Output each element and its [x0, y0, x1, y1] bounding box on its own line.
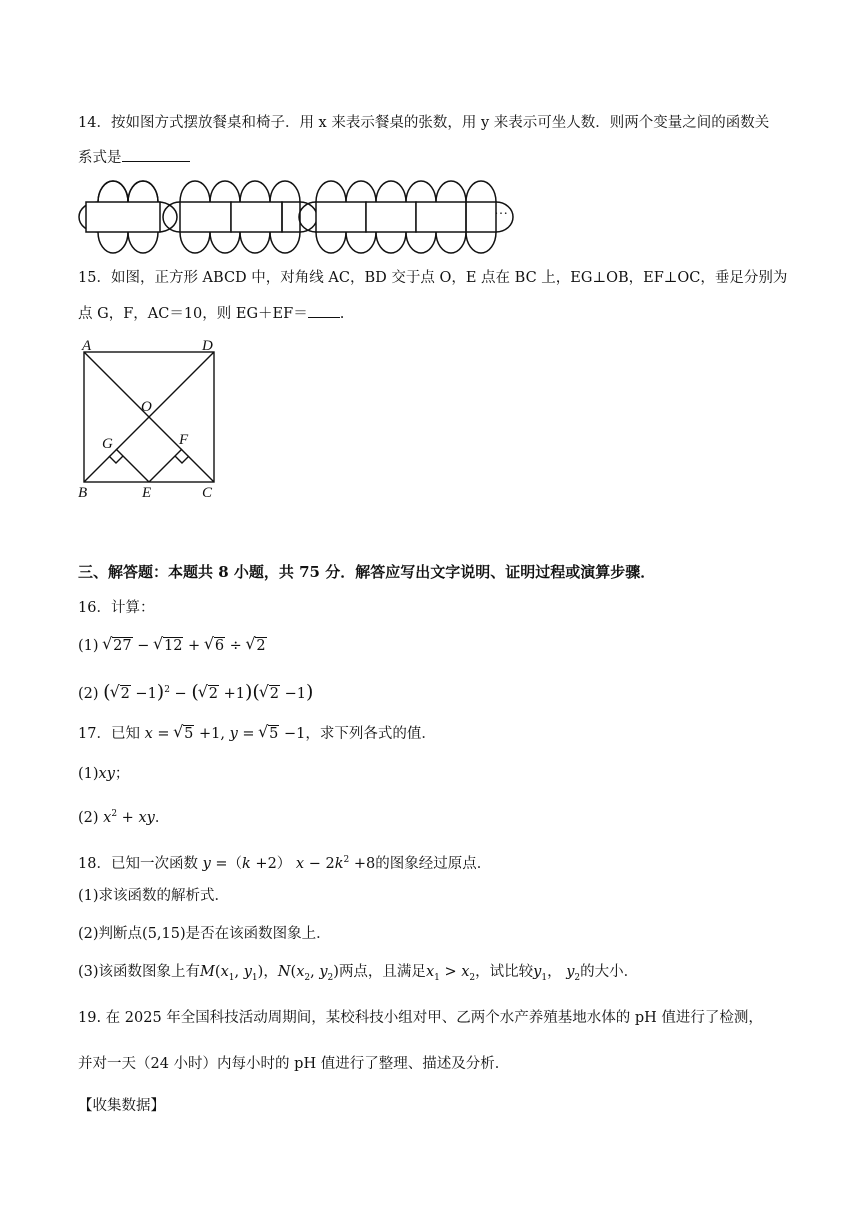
q15-line2: [78, 302, 344, 324]
q17-stem: [78, 724, 436, 744]
label-G: G: [102, 436, 113, 452]
label-F: F: [179, 432, 189, 448]
q15-line1: 15．如图，正方形 ABCD 中，对角线 AC，BD 交于点 O，E 点在 BC 上，EG⊥OB，EF⊥OC，垂足分别为: [78, 270, 788, 286]
q17-p1-label: (1): [78, 766, 99, 782]
table-group-2: [163, 181, 317, 253]
q16-part1: [78, 636, 267, 656]
q17-p1-end: ；: [114, 766, 130, 782]
q15-line2-text: 点 G，F，AC＝10，则 EG＋EF＝: [78, 306, 308, 322]
q15-answer-blank: [308, 302, 340, 318]
q17-expr: x = √ 5 +1, y = √ 5 −1: [145, 726, 306, 742]
q19-collect-heading: 【收集数据】: [78, 1098, 165, 1114]
q17-p2-expr: $x^2$ + xy: [103, 809, 155, 826]
q18-p2-pre: (2)判断点: [78, 926, 143, 942]
q17-part2: [78, 804, 169, 828]
q18-part3: [78, 962, 638, 988]
q16-title: 16．计算：: [78, 600, 155, 616]
q19-line1: 19. 在 2025 年全国科技活动周期间，某校科技小组对甲、乙两个水产养殖基地水体的 pH 值进行了检测，: [78, 1010, 763, 1026]
q18-p2-point: (5,15): [142, 926, 186, 942]
q18-p2-post: 是否在该函数图象上．: [185, 926, 331, 942]
q14-line2-text: 系式是: [78, 150, 122, 166]
q16-p2-label: (2): [78, 685, 99, 702]
section3-heading: 三、解答题：本题共 8 小题，共 75 分．解答应写出文字说明、证明过程或演算步骤．: [78, 563, 656, 581]
label-B: B: [78, 485, 88, 500]
q18-p3-ys: $y_1$， $y_2$: [533, 964, 581, 983]
q18-p3-ineq: $x_1 > x_2$: [425, 964, 476, 983]
label-O: O: [141, 399, 152, 415]
q14-ellipsis: …: [494, 203, 508, 218]
q17-suffix: ，求下列各式的值．: [305, 726, 436, 742]
q18-expr: y =（k +2） $x - 2k^2 +8$: [202, 855, 376, 872]
q16-p2-expr: (√ 2 −1)$^2$ − (√ 2 +1)(√ 2 −1): [103, 686, 313, 702]
label-E: E: [142, 485, 152, 500]
q14-line1: 14．按如图方式摆放餐桌和椅子．用 x 来表示餐桌的张数，用 y 来表示可坐人数．则两个变量之间的函数关: [78, 115, 770, 131]
q15-square-figure: [76, 334, 226, 500]
q18-p3-cmp: ，试比较: [475, 964, 534, 980]
label-D: D: [202, 338, 213, 354]
q15-line2-end: .: [339, 306, 345, 322]
q14-answer-blank: [122, 146, 190, 162]
q14-tables-figure: [78, 180, 518, 254]
q18-p3-points: $M(x_1$, $y_1$)，$N(x_2$, $y_2$): [200, 964, 339, 983]
q17-part1: [78, 764, 129, 784]
q18-prefix: 18．已知一次函数: [78, 855, 203, 872]
label-C: C: [202, 485, 213, 500]
q16-p1-expr: √ 27 − √ 12 + √ 6 ÷ √ 2: [103, 638, 267, 654]
q18-part2: [78, 924, 331, 944]
q18-suffix: 的图象经过原点．: [375, 855, 492, 872]
table-group-3: [299, 181, 513, 253]
q17-p2-end: ．: [154, 809, 170, 826]
q19-line2: 并对一天（24 小时）内每小时的 pH 值进行了整理、描述及分析．: [78, 1056, 510, 1072]
q16-p1-label: (1): [78, 638, 99, 654]
label-A: A: [82, 338, 92, 354]
q18-p3-end: 的大小．: [580, 964, 639, 980]
q17-p1-expr: xy: [98, 766, 115, 782]
q18-stem: [78, 850, 491, 874]
q18-part1: (1)求该函数的解析式．: [78, 888, 230, 904]
q18-p3-pre: (3)该函数图象上有: [78, 964, 201, 980]
q17-prefix: 17．已知: [78, 726, 140, 742]
q18-p3-mid: 两点，且满足: [338, 964, 426, 980]
q14-line2: [78, 146, 190, 168]
q17-p2-label: (2): [78, 809, 99, 826]
q16-part2: [78, 680, 313, 704]
